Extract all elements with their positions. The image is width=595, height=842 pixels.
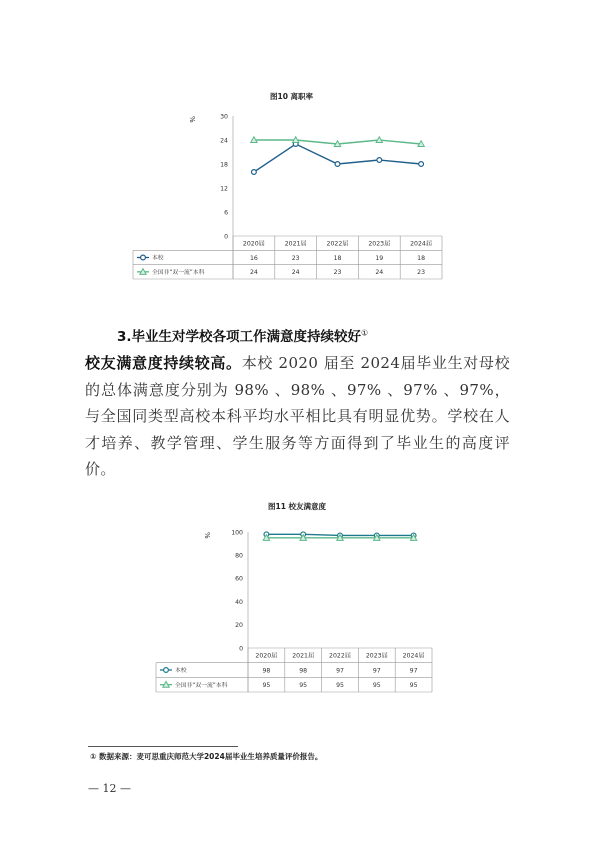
legend-marker-0 [141,255,146,260]
data-label: 98 [299,667,308,675]
data-label: 18 [417,254,426,262]
y-tick-label: 6 [224,209,228,217]
data-label: 97 [336,667,344,675]
legend-label-0: 本校 [152,255,164,262]
x-tick-label: 2021届 [284,240,307,248]
chart-alumni-satisfaction [150,520,445,698]
data-label: 97 [409,667,418,675]
x-tick-label: 2020届 [242,240,265,248]
data-point-series-0 [252,170,257,175]
y-axis-label: % [203,532,211,539]
data-label: 95 [372,681,381,689]
data-label: 19 [375,254,384,262]
y-tick-label: 40 [235,598,243,606]
figure-11-title: 图11 校友满意度 [268,502,327,511]
footnote-divider [88,746,238,747]
data-label: 18 [333,254,342,262]
body-paragraph [85,350,510,483]
paragraph-body: 本校 2020 届至 2024届毕业生对母校的总体满意度分别为 98% 、98% 、97% 、97% 、97%，与全国同类型高校本科平均水平相比具有明显优势。学校在人才培养、教学管理、学生服务等方面得到了毕业生的高度评价。 [85,354,510,478]
y-tick-label: 0 [224,233,228,241]
y-axis-label: % [188,116,196,123]
data-label: 23 [417,269,426,277]
legend-label-1: 全国非“双一流”本科 [152,270,205,277]
y-tick-label: 12 [220,185,228,193]
y-tick-label: 0 [239,645,243,653]
data-label: 97 [372,667,381,675]
data-point-series-0 [419,162,424,167]
series-line-0 [254,144,421,172]
x-tick-label: 2022届 [326,240,349,248]
legend-label-1: 全国非“双一流”本科 [175,682,228,689]
section-heading: 3.毕业生对学校各项工作满意度持续较好① [117,328,369,345]
x-tick-label: 2022届 [329,652,351,660]
data-label: 24 [375,269,384,277]
y-tick-label: 30 [220,113,228,121]
data-label: 95 [262,681,271,689]
paragraph-lead: 校友满意度持续较高。 [85,354,242,372]
y-tick-label: 20 [235,622,243,630]
data-label: 95 [409,681,418,689]
data-label: 23 [291,254,300,262]
chart-turnover-rate [130,108,450,283]
x-tick-label: 2021届 [292,652,315,660]
y-tick-label: 18 [220,161,228,169]
data-label: 24 [249,269,258,277]
y-tick-label: 24 [220,137,228,145]
data-label: 95 [336,681,344,689]
x-tick-label: 2024届 [402,652,425,660]
data-point-series-0 [377,158,382,163]
x-tick-label: 2024届 [410,240,433,248]
y-tick-label: 100 [231,529,243,537]
data-label: 95 [299,681,308,689]
legend-marker-0 [164,668,169,673]
x-tick-label: 2020届 [255,652,278,660]
figure-10-title: 图10 离职率 [270,92,314,101]
page-number: — 12 — [88,782,131,795]
x-tick-label: 2023届 [368,240,391,248]
y-tick-label: 80 [235,552,243,560]
data-label: 24 [291,269,300,277]
y-tick-label: 60 [235,575,243,583]
x-tick-label: 2023届 [365,652,388,660]
data-label: 16 [249,254,258,262]
data-label: 98 [262,667,271,675]
data-point-series-0 [335,162,340,167]
data-label: 23 [333,269,342,277]
legend-label-0: 本校 [175,668,187,675]
footnote: ① 数据来源：麦可思重庆师范大学2024届毕业生培养质量评价报告。 [90,752,323,761]
